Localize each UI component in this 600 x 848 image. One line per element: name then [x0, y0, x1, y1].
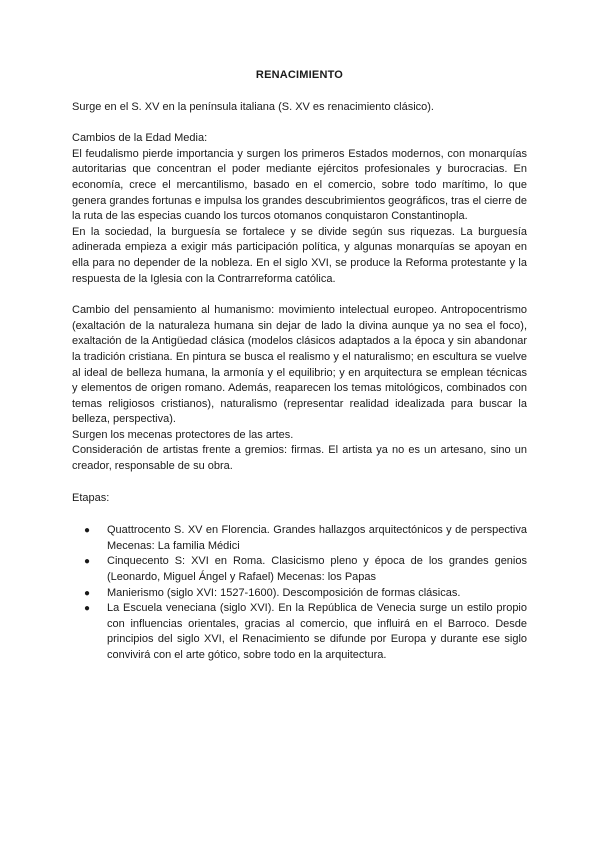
cambios-paragraph-1: El feudalismo pierde importancia y surgen los primeros Estados modernos, con monarquías autoritarias que concentran el poder mediante ejércitos profesionales y burocracias. En economía, crece el mercantilismo, basado en el comercio, sobre todo marítimo, lo que genera grandes fortunas e impulsa los grandes descubrimientos geográficos, tras el cierre de la ruta de las especias cuando los turcos otomanos conquistaron Constantinopla.: [72, 147, 527, 223]
bullet-icon: ●: [84, 587, 91, 599]
artistas-paragraph: Consideración de artistas frente a gremios: firmas. El artista ya no es un artesano, sino un creador, responsable de su obra.: [72, 444, 527, 473]
spacer: [72, 475, 527, 491]
list-item: [72, 601, 527, 663]
list-item: [72, 554, 527, 585]
spacer: [72, 287, 527, 303]
list-item: [72, 523, 527, 554]
bullet-icon: ●: [84, 525, 91, 537]
mecenas-paragraph: Surgen los mecenas protectores de las artes.: [72, 428, 294, 441]
document-page: [72, 68, 527, 664]
pensamiento-paragraph: Cambio del pensamiento al humanismo: movimiento intelectual europeo. Antropocentrismo (exaltación de la naturaleza humana sin dejar de lado la divina aunque ya no sea el foco), exaltación de la Antigüedad clásica (modelos clásicos adaptados a la época y sin abandonar la tradición cristiana. En pintura se busca el realismo y el naturalismo; en escultura se vuelve al ideal de belleza humana, la armonía y el equilibrio; y en arquitectura se emplean técnicas y elementos de origen romano. Además, reaparecen los temas mitológicos, combinados con temas religiosos cristianos), naturalismo (representar realidad idealizada para buscar la belleza, perspectiva).: [72, 304, 527, 426]
bullet-icon: ●: [84, 603, 91, 615]
etapas-heading: Etapas:: [72, 491, 110, 504]
etapas-list: [72, 523, 527, 663]
list-item: [72, 586, 527, 602]
cambios-paragraph-2: En la sociedad, la burguesía se fortalece y se divide según sus riquezas. La burguesía adinerada empieza a exigir más participación política, y algunas monarquías se apoyan en ella para no depender de la nobleza. En el siglo XVI, se produce la Reforma protestante y la respuesta de la Iglesia con la Contrarreforma católica.: [72, 225, 527, 285]
bullet-icon: ●: [84, 556, 91, 568]
cambios-heading: Cambios de la Edad Media:: [72, 132, 208, 145]
list-item-text: Quattrocento S. XV en Florencia. Grandes hallazgos arquitectónicos y de perspectiva Mecenas: La familia Médici: [107, 524, 527, 552]
list-item-text: La Escuela veneciana (siglo XVI). En la República de Venecia surge un estilo propio con influencias orientales, gracias al comercio, que influirá en el Barroco. Desde principios del siglo XVI, el Renacimiento se difunde por Europa y durante ese siglo convivirá con el arte gótico, sobre todo en la arquitectura.: [107, 602, 527, 661]
list-item-text: Cinquecento S: XVI en Roma. Clasicismo pleno y época de los grandes genios (Leonardo, Miguel Ángel y Rafael) Mecenas: los Papas: [107, 555, 527, 584]
document-title: RENACIMIENTO: [255, 69, 344, 81]
list-item-text: Manierismo (siglo XVI: 1527-1600). Descomposición de formas clásicas.: [107, 586, 461, 599]
intro-paragraph: Surge en el S. XV en la península italiana (S. XV es renacimiento clásico).: [72, 100, 434, 113]
